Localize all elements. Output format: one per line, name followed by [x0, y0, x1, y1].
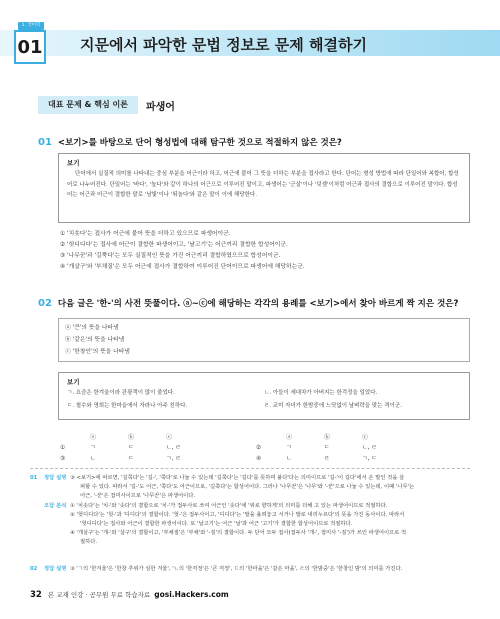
- answer-choice-3[interactable]: ③ ㄴ ㄷ ㄱ, ㄹ: [60, 456, 181, 462]
- solution-number: 01: [30, 475, 38, 481]
- sense-item: ⓒ '한창인'의 뜻을 나타냄: [65, 349, 130, 355]
- divider: [30, 468, 470, 469]
- footer-text: 본 교재 인강 · 공무원 무료 학습자료: [47, 591, 151, 599]
- answer-choice-1[interactable]: ① ㄱ ㄷ ㄴ, ㄹ: [60, 445, 181, 451]
- question-1-text: <보기>를 바탕으로 단어 형성법에 대해 탐구한 것으로 적절하지 않은 것은?: [57, 138, 342, 148]
- question-2-bogi-box: [58, 372, 470, 420]
- unit-number-box: [14, 30, 46, 64]
- bogi-title: 보기: [67, 378, 80, 386]
- answer-choice-4[interactable]: ④ ㄴ ㄹ ㄱ, ㄷ: [256, 456, 377, 462]
- question-1-bogi-box: [58, 153, 470, 223]
- answer-header: ⓐ ⓑ ⓒ: [90, 434, 173, 441]
- solution-body: ③ 'ㄱ의 '한겨울'은 '한창 추위가 심한 겨울', 'ㄴ의 '한걱정'은 '큰 걱정', ㄷ의 '한마을'은 '같은 마을', ㄹ의 '한밤중'은 '한창인 밤'의 의미를 가진다.: [70, 566, 403, 572]
- dictionary-senses-box: [58, 318, 470, 362]
- answer-choice-2[interactable]: ② ㄱ ㄷ ㄴ, ㄹ: [256, 445, 377, 451]
- solution-01-wrong-analysis: [30, 502, 470, 547]
- answer-choices-right: [256, 432, 400, 465]
- answer-choices-left: [60, 432, 204, 465]
- answer-header: ⓐ ⓑ ⓒ: [286, 434, 369, 441]
- question-1-options: [60, 229, 472, 273]
- solution-label: 정답 설명: [44, 475, 67, 481]
- solution-01-answer: [30, 474, 470, 501]
- solution-02-answer: [30, 565, 470, 574]
- solution-body: ① '치솟다'는 '치-'와 '솟다'의 결합으로 '치-'가 접두사로 쓰여 어근인 '솟다'에 '위로 향하게'의 의미를 더해 고 있는 파생어이므로 적절하다. ② '헛디디다'는 '헛-'과 '디디다'의 결합이다. '헛-'은 접두사이고, '디디다'는 '발을 올려놓고 서거나 발로 내리누르다'의 뜻을 가진 동사이다. 따라서 '헛디디다'는 접사와 어근이 결합한 파생어이다. 또 '날고기'는 어근 '날'과 어근 '고기'가 결합한 합성어이므로 적절하다. ④ '개살구'는 '개-'와 '살구'의 결합이고, '부채질'은 '부채'와 '-질'의 결합이다. 두 단어 모두 접사(접두사 '개-', 접미사 '-질')가 쓰인 파생어이므로 적 절하다.: [70, 503, 407, 545]
- solution-label: 오답 분석: [44, 503, 67, 509]
- footer-site-link[interactable]: gosi.Hackers.com: [154, 590, 229, 599]
- solution-body: ③ <보기>에 따르면, '길쭉다'는 '길-', '쭉다'로 나눌 수 있는데 '길쭉다'는 '길다'를 뜻하며 붙다'다는 의미이므로 '길-'이 길다'에서 온 말인 것을 살 펴할 수 있다. 따라서 '길-'도 어근, '쭉다'도 어근이므로, '길쭉다'는 합성어이다. 그러나 '나무꾼'은 '나무'와 '-꾼'으로 나눌 수 있는데, 이때 '나무'는 어근, '-꾼'은 접미사이므로 '나무꾼'은 파생어이다.: [70, 475, 415, 499]
- example-item: ㄹ. 교미 자녀가 한밤중에 느닷없이 날벼락을 맞는 격이군.: [264, 403, 402, 409]
- example-item: ㄱ. 요즘은 한겨울이라 관광객이 많이 줄었다.: [67, 390, 175, 396]
- sense-item: ⓐ '큰'의 뜻을 나타냄: [65, 325, 119, 331]
- section-topic: 파생어: [145, 101, 175, 113]
- answer-option[interactable]: ① '치솟다'는 접사가 어근에 붙어 뜻을 더하고 있으므로 파생어이군.: [60, 231, 231, 237]
- sense-item: ⓑ '같은'의 뜻을 나타냄: [65, 337, 125, 343]
- unit-tag: 1. 국어학: [18, 22, 44, 30]
- unit-header: [0, 18, 500, 70]
- solution-number: 02: [30, 566, 38, 572]
- section-label: 대표 문제 & 핵심 이론: [38, 96, 138, 114]
- question-2: [38, 297, 458, 309]
- page-title: 지문에서 파악한 문법 정보로 문제 해결하기: [80, 36, 367, 54]
- question-1-number: 01: [38, 137, 52, 148]
- question-1: [38, 136, 342, 148]
- example-item: ㄷ. 철수와 영희는 한마을에서 자라나 아주 친하다.: [67, 403, 188, 409]
- bogi-title: 보기: [67, 159, 80, 167]
- section-heading: [38, 96, 175, 114]
- example-row: [67, 388, 461, 399]
- page-number: 32: [30, 590, 42, 600]
- example-item: ㄴ. 아들이 세대차가 아버지는 한걱정을 덜었다.: [264, 390, 378, 396]
- example-row: [67, 401, 461, 412]
- question-2-number: 02: [38, 298, 52, 309]
- answer-option[interactable]: ④ '개살구'와 '부채질'은 모두 어근에 접사가 결합하여 이루어진 단어이므로 파생어에 해당하는군.: [60, 264, 305, 270]
- answer-option[interactable]: ② '헛디디다'는 접사에 어근이 결합한 파생어이고, '날고기'는 어근끼리 결합한 합성어이군.: [60, 242, 288, 248]
- bogi-passage: 단어에서 실질적 의미를 나타내는 중심 부분을 어근이라 하고, 어근에 붙어 그 뜻을 더하는 부분을 접사라고 한다. 단어는 형성 방법에 따라 단일어와 복합어, 합성어로 나누어진다. 단일어는 '바다', '높다'와 같이 하나의 어근으로 이루어진 말이고, 파생어는 '군살'이나 '덧셈'이처럼 어근과 접사의 결합으로 이루어진 말이다. 합성어는 어근과 어근이 결합한 말로 '남빛'이나 '뛰놀다'와 같은 말이 이에 해당한다.: [67, 171, 459, 198]
- answer-option[interactable]: ③ '나무꾼'과 '길쭉다'는 모두 실질적인 뜻을 가진 어근끼리 결합하였으므로 합성어이군.: [60, 253, 281, 259]
- page-footer: [30, 590, 470, 600]
- unit-number: 01: [17, 36, 43, 58]
- solution-label: 정답 설명: [44, 566, 67, 572]
- question-2-text: 다음 글은 '한-'의 사전 뜻풀이다. ⓐ~ⓒ에 해당하는 각각의 용례를 <보기>에서 찾아 바르게 짝 지은 것은?: [57, 299, 459, 309]
